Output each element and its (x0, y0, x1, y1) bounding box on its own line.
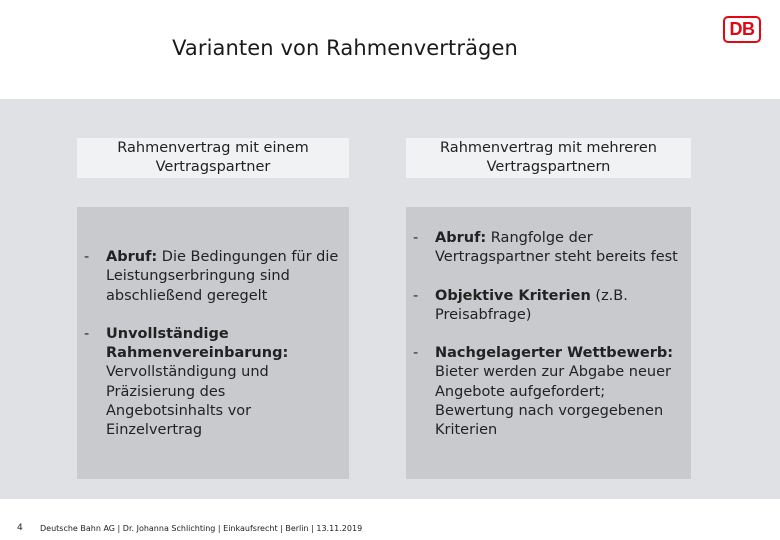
right-item-1 (406, 229, 686, 268)
page-number: 4 (17, 523, 23, 533)
right-item-2-text: (z.B. Preisabfrage) (435, 287, 628, 323)
right-item-1-bold: Abruf: (435, 230, 487, 246)
right-column-header-text: Rahmenvertrag mit mehreren Vertragspartnern (440, 140, 657, 175)
left-column-box (77, 207, 349, 479)
left-item-list (77, 248, 339, 441)
left-item-2-bold: Unvollständige Rahmenvereinbarung: (106, 325, 289, 362)
left-item-2-text: Vervollständigung und Präzisierung des Angebotsinhalts vor Einzelvertrag (106, 364, 269, 439)
left-item-1-bold: Abruf: (106, 249, 158, 265)
right-item-list (406, 229, 686, 441)
left-column-header (77, 138, 349, 178)
left-item-1-text: Die Bedingungen für die Leistungserbringung sind abschließend geregelt (106, 249, 339, 304)
left-column-header-text: Rahmenvertrag mit einem Vertragspartner (117, 140, 309, 175)
slide-title: Varianten von Rahmenverträgen (172, 36, 518, 60)
bullet-dash: - (413, 345, 419, 362)
right-item-3-text: Bieter werden zur Abgabe neuer Angebote aufgefordert; Bewertung nach vorgegebenen Kriterien (435, 364, 671, 439)
db-logo: DB (723, 16, 761, 43)
right-item-3-bold: Nachgelagerter Wettbewerb: (435, 345, 674, 362)
bullet-dash: - (413, 287, 419, 304)
right-item-1-text: Rangfolge der Vertragspartner steht bereits fest (435, 230, 678, 266)
footer-text: Deutsche Bahn AG | Dr. Johanna Schlichting | Einkaufsrecht | Berlin | 13.11.2019 (40, 524, 363, 533)
right-item-2-bold: Objektive Kriterien (435, 287, 591, 304)
bullet-dash: - (84, 325, 90, 342)
bullet-dash: - (84, 249, 90, 265)
bullet-dash: - (413, 230, 419, 246)
right-item-3 (406, 344, 686, 440)
left-item-2 (77, 325, 339, 441)
right-column-header (406, 138, 691, 178)
left-item-1 (77, 248, 339, 306)
right-column-box (406, 207, 691, 479)
right-item-2 (406, 287, 686, 326)
